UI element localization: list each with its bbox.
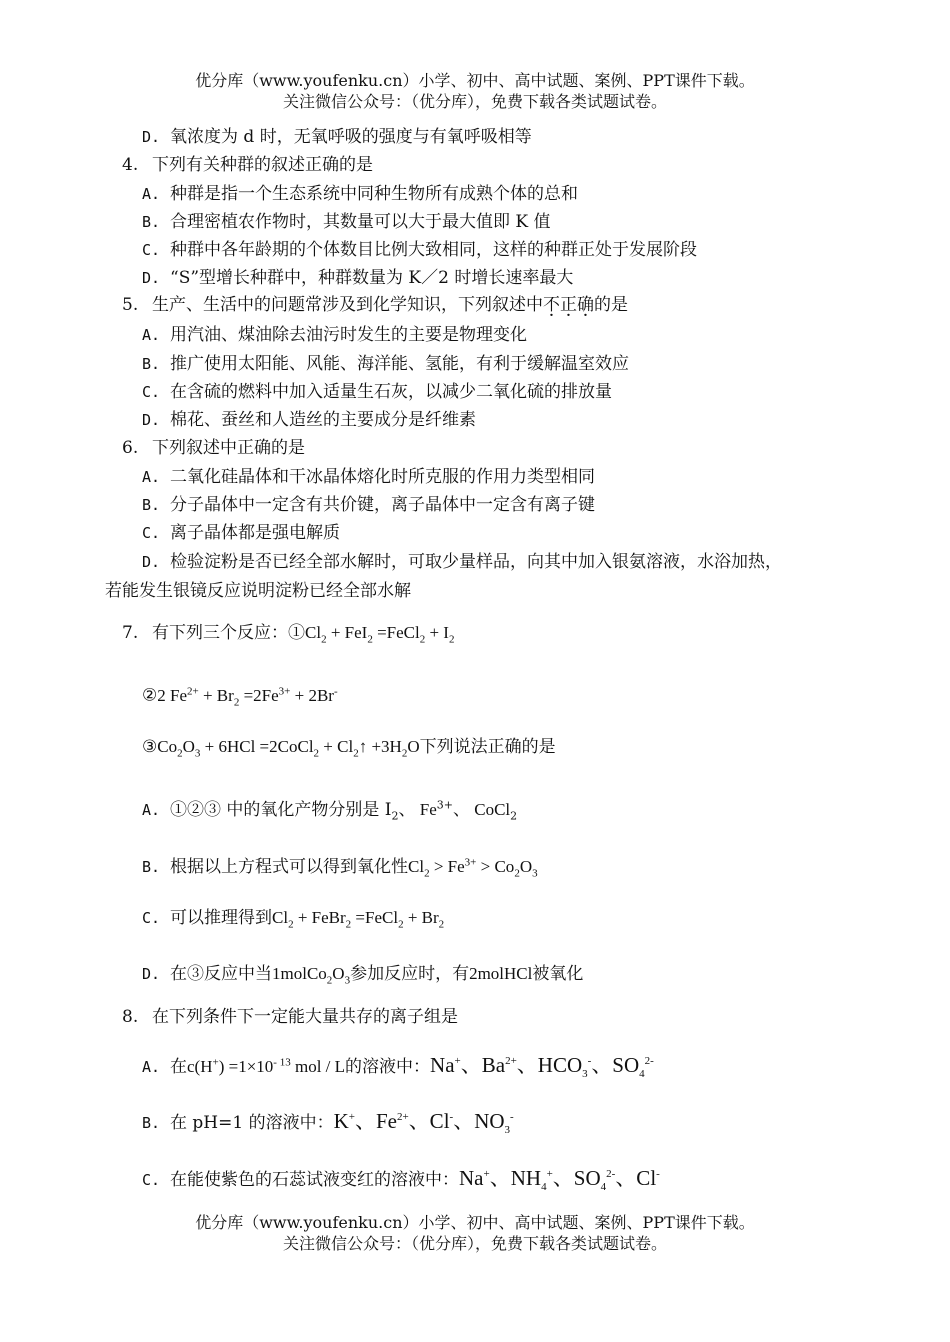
option-letter: C. — [142, 241, 161, 259]
option-text: 可以推理得到$Cl_2$ + FeBr$_2$ =FeCl$_2$ + $Br_2$ — [170, 908, 445, 931]
option-letter: A. — [142, 326, 161, 344]
option-text: 根据以上方程式可以得到氧化性$Cl_2 > Fe^{3+} > Co_2O_3$ — [170, 856, 538, 880]
option-letter: A. — [142, 468, 161, 486]
q6-option-a — [142, 466, 595, 488]
option-letter: B. — [142, 213, 161, 231]
q8-option-a — [142, 1048, 654, 1087]
question-number: 4. — [122, 155, 139, 175]
footer-line-1: 优分库（www.youfenku.cn）小学、初中、高中试题、案例、PPT课件下载。 — [195, 1213, 755, 1232]
option-letter: A. — [142, 1058, 161, 1076]
option-text: 氧浓度为 d 时，无氧呼吸的强度与有氧呼吸相等 — [170, 127, 532, 147]
question-text: 下列说法正确的是 — [419, 737, 556, 757]
option-letter: B. — [142, 857, 161, 876]
option-letter: C. — [142, 909, 161, 927]
header-line-1: 优分库（www.youfenku.cn）小学、初中、高中试题、案例、PPT课件下载。 — [195, 71, 755, 90]
reaction-2-line — [142, 680, 338, 713]
q6-option-c — [142, 522, 340, 544]
option-text: 在③反应中当$1molCo_2O_3$参加反应时，有2molHCl被氧化 — [170, 964, 584, 987]
option-letter: D. — [142, 269, 161, 287]
q7-option-a — [142, 794, 517, 827]
q4-option-a — [142, 183, 578, 205]
question-6-stem — [122, 437, 305, 459]
option-letter: D. — [142, 553, 161, 571]
option-letter: B. — [142, 1114, 161, 1132]
footer-line-2: 关注微信公众号：（优分库），免费下载各类试题试卷。 — [282, 1234, 667, 1253]
question-number: 7. — [122, 623, 139, 643]
q4-option-d — [142, 267, 573, 289]
option-letter: A. — [142, 800, 161, 819]
q5-option-b — [142, 353, 629, 375]
option-letter: A. — [142, 185, 161, 203]
option-text: 分子晶体中一定含有共价键，离子晶体中一定含有离子键 — [170, 495, 595, 515]
emphasis-char: 确 — [577, 295, 594, 315]
reaction-2-mark: ② — [142, 685, 158, 706]
q4-option-c — [142, 239, 697, 261]
q5-option-d — [142, 409, 476, 431]
option-text: 在含硫的燃料中加入适量生石灰，以减少二氧化硫的排放量 — [170, 382, 612, 402]
option-text: 二氧化硅晶体和干冰晶体熔化时所克服的作用力类型相同 — [170, 467, 595, 487]
header-line-2: 关注微信公众号：（优分库），免费下载各类试题试卷。 — [282, 92, 667, 111]
page-header — [0, 70, 950, 112]
option-letter: B. — [142, 355, 161, 373]
option-text: 用汽油、煤油除去油污时发生的主要是物理变化 — [170, 325, 527, 345]
option-text: 合理密植农作物时，其数量可以大于最大值即 K 值 — [170, 212, 551, 232]
question-text: 生产、生活中的问题常涉及到化学知识，下列叙述中 — [152, 295, 543, 315]
option-text: 在$c(H^+) =1\times 10^{- 13}$ mol / L的溶液中：Na+、$Ba^{2+}$、$HCO_3^-$、$SO_4^{2-}$ — [170, 1053, 654, 1081]
option-text: ①②③ 中的氧化产物分别是 $I_2$、 $Fe^{3+}$、 CoCl$_2$ — [170, 798, 518, 823]
option-text: 在能使紫色的石蕊试液变红的溶液中：Na+、$NH_4^+$、$SO_4^{2-}$、Cl- — [170, 1166, 660, 1194]
option-letter: D. — [142, 128, 161, 146]
emphasis-char: 正 — [560, 295, 577, 315]
option-text: 离子晶体都是强电解质 — [170, 523, 340, 543]
option-letter: D. — [142, 965, 161, 983]
reaction-1-mark: ① — [288, 623, 305, 643]
question-4-stem — [122, 154, 373, 176]
option-text: 棉花、蚕丝和人造丝的主要成分是纤维素 — [170, 410, 476, 430]
q5-option-c — [142, 381, 612, 403]
q7-option-c — [142, 907, 444, 935]
question-text: 下列叙述中正确的是 — [152, 438, 305, 458]
q5-option-a — [142, 324, 527, 346]
reaction-3: $Co_2O_3 + 6HCl$ =2CoCl$_2$ + $Cl_2↑ +3H_2O$ — [157, 737, 420, 760]
option-text: 推广使用太阳能、风能、海洋能、氢能，有利于缓解温室效应 — [170, 354, 629, 374]
question-number: 5. — [122, 295, 139, 315]
emphasis-char: 不 — [543, 295, 560, 315]
page-footer — [0, 1212, 950, 1254]
q6-option-d-continued — [105, 580, 411, 602]
option-text: 检验淀粉是否已经全部水解时，可取少量样品，向其中加入银氨溶液，水浴加热， — [170, 552, 782, 572]
option-letter: C. — [142, 524, 161, 542]
question-number: 6. — [122, 438, 139, 458]
question-7-stem — [122, 622, 454, 650]
reaction-2: 2 $Fe^{2+} + Br_2 =2Fe^{3+} + 2Br^-$ — [157, 685, 338, 709]
reaction-3-line — [142, 736, 556, 764]
option-text: “S”型增长种群中，种群数量为 K／2 时增长速率最大 — [170, 268, 574, 288]
question-text: 下列有关种群的叙述正确的是 — [152, 155, 373, 175]
q4-option-b — [142, 211, 551, 233]
reaction-1: $Cl_2 + FeI_2$ =FeCl$_2$ + $I_2$ — [305, 623, 455, 646]
q7-option-b — [142, 851, 538, 884]
q3-option-d — [142, 126, 532, 148]
question-text: 有下列三个反应： — [152, 623, 288, 643]
question-8-stem — [122, 1006, 458, 1028]
option-letter: C. — [142, 383, 161, 401]
question-number: 8. — [122, 1007, 139, 1027]
question-5-stem — [122, 294, 628, 316]
q6-option-b — [142, 494, 595, 516]
question-text-end: 的是 — [594, 295, 628, 315]
option-text: 若能发生银镜反应说明淀粉已经全部水解 — [105, 581, 411, 601]
q7-option-d — [142, 963, 583, 991]
option-text: 在 pH=1 的溶液中：K+、$Fe^{2+}$、Cl-、$NO_3^-$ — [170, 1109, 514, 1137]
q8-option-b — [142, 1104, 514, 1143]
question-text: 在下列条件下一定能大量共存的离子组是 — [152, 1007, 458, 1027]
option-letter: C. — [142, 1171, 161, 1189]
q8-option-c — [142, 1161, 660, 1200]
option-text: 种群中各年龄期的个体数目比例大致相同，这样的种群正处于发展阶段 — [170, 240, 697, 260]
option-letter: D. — [142, 411, 161, 429]
option-letter: B. — [142, 496, 161, 514]
option-text: 种群是指一个生态系统中同种生物所有成熟个体的总和 — [170, 184, 578, 204]
q6-option-d — [142, 551, 782, 573]
reaction-3-mark: ③ — [142, 737, 158, 757]
